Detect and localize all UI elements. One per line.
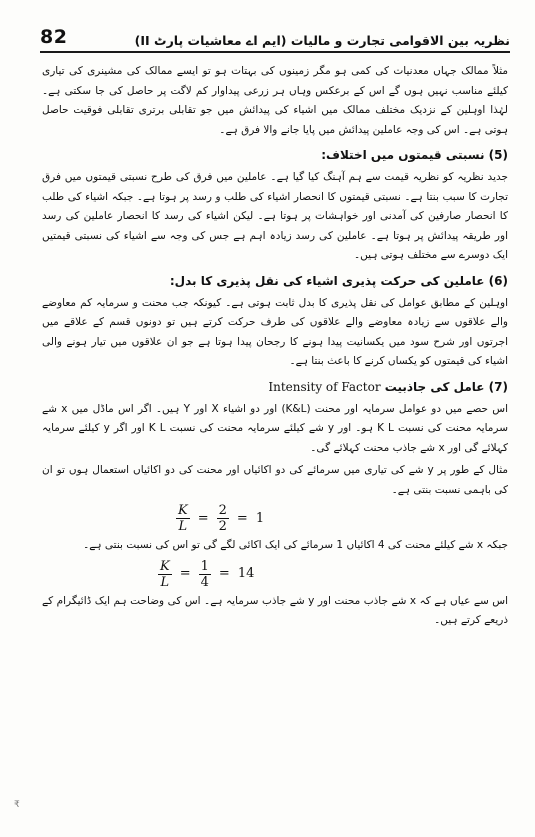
paragraph-2: جدید نظریہ کو نظریہ قیمت سے ہم آہنگ کیا گیا ہے۔ عاملین میں فرق کی طرح نسبتی قیمتوں میں فرق تجارت کا سبب بنتا ہے۔ نسبتی قیمتوں کا انحصار اشیاء کی طلب و رسد پر ہوتا ہے۔ جبکہ اشیاء کی طلب کا انحصار صارفین کی آمدنی اور خواہشات پر ہوتا ہے۔ لیکن اشیاء کی رسد کا انحصار عاملین کی رسد اور طریقہ پیدائش پر ہوتا ہے۔ عاملین کی رسد زیادہ اہم ہے جس کی وجہ سے اشیاء کی نسبتی قیمتیں ایک دوسرے سے مختلف ہوتی ہیں۔ [42,171,508,261]
heading-7-urdu: (7) عامل کی جاذبیت [384,379,508,394]
heading-7-english: Intensity of Factor [268,379,381,394]
paragraph-5: مثال کے طور پر y شے کی تیاری میں سرمائے کی دو اکائیاں اور محنت کی دو اکائیاں استعمال ہوں تو ان کی باہمی نسبت بنتی ہے۔ [42,464,508,496]
heading-6-factor-mobility: (6) عاملین کی حرکت پذیری اشیاء کی نقل پذیری کا بدل: [169,273,508,288]
formula-2-result: 14 [237,566,255,582]
paragraph-7: اس سے عیاں ہے کہ x شے جاذب محنت اور y شے جاذب سرمایہ ہے۔ اس کی وضاحت ہم ایک ڈائیگرام کے ذریعے کرتے ہیں۔ [42,594,508,626]
formula-2-numerator-k: K [160,558,170,574]
formula-1-numerator-value: 2 [218,503,227,518]
formula-ratio-x [42,559,508,590]
formula-1-equals-1: = [197,510,209,526]
formula-1-result: 1 [255,510,265,526]
formula-1-rhs-fraction [217,503,229,534]
page-header [40,20,510,53]
formula-2-denominator-value: 4 [200,574,209,590]
formula-1-denominator-value: 2 [218,519,227,534]
formula-1-denominator-l: L [178,519,188,534]
page-body [42,62,508,634]
formula-1-lhs-fraction [176,503,190,534]
paragraph-1: مثلاً ممالک جہاں معدنیات کی کمی ہو مگر زمینوں کی بہتات ہو تو ایسے ممالک کی مشینری کی تیاری کیلئے مناسب نہیں ہوں گے اس کے برعکس وہاں ہر زرعی پیداوار کم لاگت پر حاصل کی جا سکتی ہے۔ لہٰذا اوہلین کے نزدیک مختلف ممالک میں اشیاء کی پیدائش میں جو تقابلی برتری تقابلی فوقیت حاصل ہوتی ہے۔ اس کی وجہ عاملین پیدائش میں پایا جانے والا فرق ہے۔ [42,65,508,136]
formula-1-equals-2: = [236,510,248,526]
heading-5-relative-prices: (5) نسبتی قیمتوں میں اختلاف: [321,148,508,162]
running-title: نظریہ بین الاقوامی تجارت و مالیات (ایم اے معاشیات پارٹ II) [134,33,510,48]
paragraph-6: جبکہ x شے کیلئے محنت کی 4 اکائیاں 1 سرمائے کی ایک اکائی لگے گی تو اس کی نسبت بنتی ہے۔ [83,539,508,551]
margin-mark: ₹ [14,800,20,810]
formula-2-lhs-fraction [158,559,172,590]
formula-2-numerator-value: 1 [200,558,209,574]
page-number: 82 [40,26,68,48]
heading-7-factor-intensity [42,376,508,398]
paragraph-4: اس حصے میں دو عوامل سرمایہ اور محنت (K&L) اور دو اشیاء X اور Y ہیں۔ اگر اس ماڈل میں x شے سرمایہ محنت کی نسبت K L ہو۔ اور y شے کیلئے سرمایہ محنت کی نسبت K L اور اگر y کیلئے سرمایہ کہلائے گی اور x شے جاذب محنت کہلائے گی۔ [42,402,509,454]
paragraph-3: اوہلین کے مطابق عوامل کی نقل پذیری کا بدل ثابت ہوتی ہے۔ کیونکہ جب محنت و سرمایہ کم معاوضے والے علاقوں سے زیادہ معاوضے والے علاقوں کی طرف حرکت کرتے ہیں تو دونوں قسم کے علاقے میں اجرتوں اور شرح سود میں یکسانیت پیدا ہونے کا رجحان پیدا ہوتا ہے جو ان علاقوں میں تیار ہونے والی اشیاء کی قیمتوں کو یکساں کرنے کا باعث بنتا ہے۔ [42,296,508,367]
formula-2-equals-2: = [218,566,230,582]
formula-2-rhs-fraction [199,559,211,590]
formula-2-equals-1: = [179,566,191,582]
formula-1-numerator-k: K [178,503,188,518]
formula-ratio-y [42,503,508,534]
formula-2-denominator-l: L [160,574,170,590]
